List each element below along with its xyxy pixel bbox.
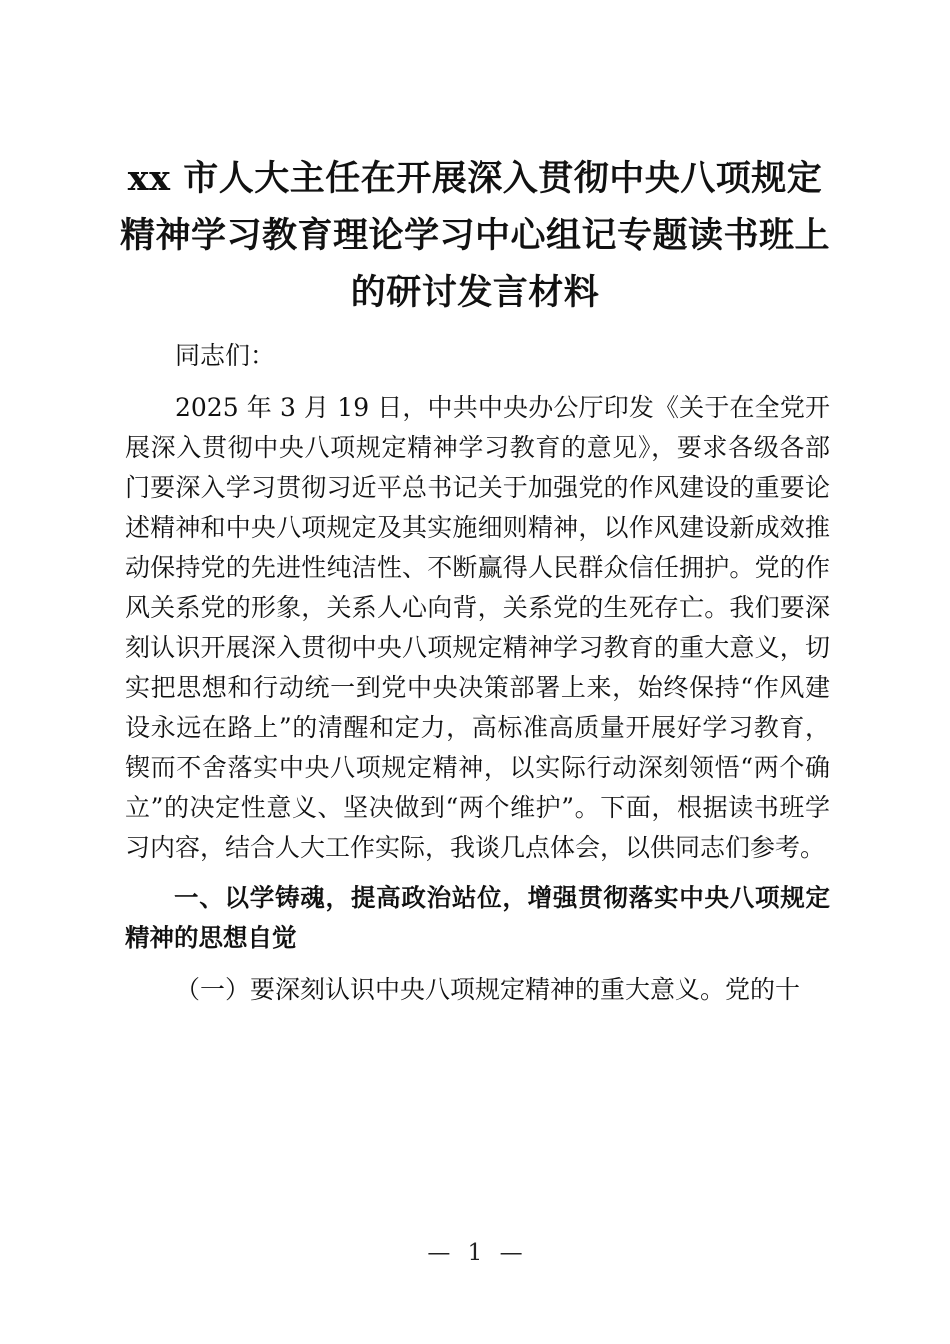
paragraph-intro: 2025 年 3 月 19 日，中共中央办公厅印发《关于在全党开展深入贯彻中央八项规定精神学习教育的意见》，要求各级各部门要深入学习贯彻习近平总书记关于加强党的作风建设的重要论述精神和中央八项规定及其实施细则精神，以作风建设新成效推动保持党的先进性纯洁性、不断赢得人民群众信任拥护。党的作风关系党的形象，关系人心向背，关系党的生死存亡。我们要深刻认识开展深入贯彻中央八项规定精神学习教育的重大意义，切实把思想和行动统一到党中央决策部署上来，始终保持“作风建设永远在路上”的清醒和定力，高标准高质量开展好学习教育，锲而不舍落实中央八项规定精神，以实际行动深刻领悟“两个确立”的决定性意义、坚决做到“两个维护”。下面，根据读书班学习内容，结合人大工作实际，我谈几点体会，以供同志们参考。	[125, 393, 830, 862]
document-body	[125, 336, 830, 1010]
greeting: 同志们：	[175, 341, 276, 370]
footer-dash-right: —	[499, 1240, 523, 1266]
document-title	[118, 150, 832, 321]
subsection-heading-1: （一）要深刻认识中央八项规定精神的重大意义。党的十	[175, 975, 801, 1004]
title-line-1: xx 市人大主任在开展深入贯彻中央八项规定	[127, 158, 823, 199]
title-line-3: 的研讨发言材料	[350, 272, 600, 313]
footer-dash-left: —	[427, 1240, 451, 1266]
page-number: 1	[467, 1240, 483, 1266]
title-line-2: 精神学习教育理论学习中心组记专题读书班上	[119, 215, 830, 256]
section-heading-1: 一、以学铸魂，提高政治站位，增强贯彻落实中央八项规定精神的思想自觉	[125, 883, 830, 952]
page-footer	[0, 1238, 950, 1268]
